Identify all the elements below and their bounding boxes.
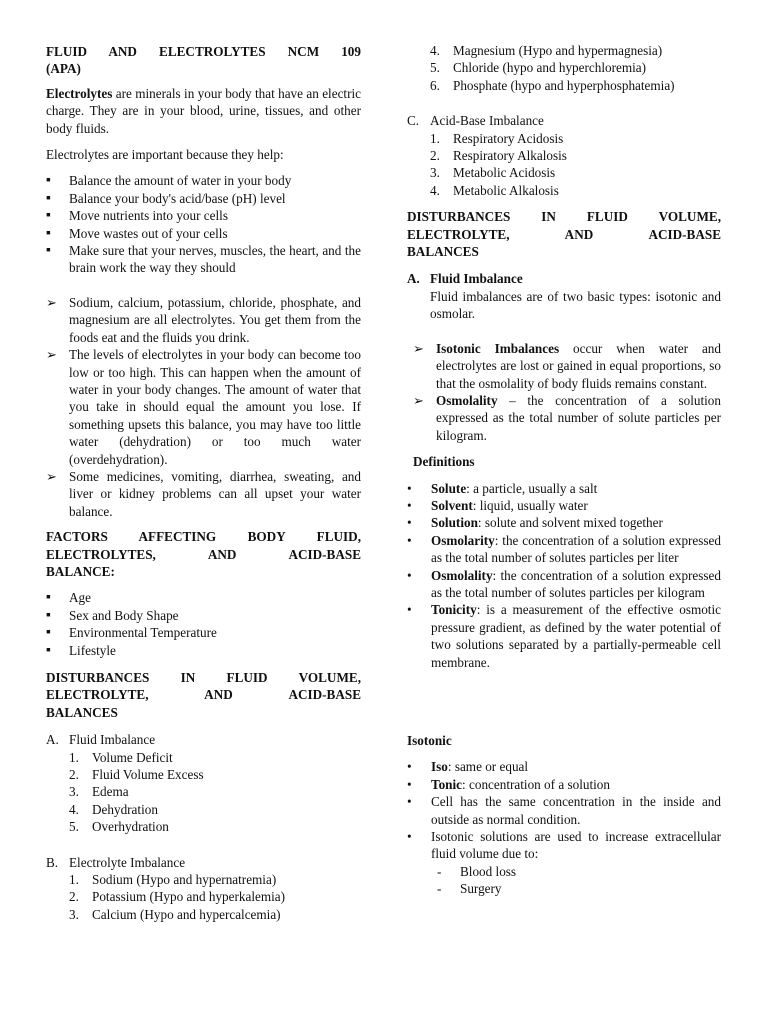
list-item: 3. Edema <box>69 784 129 800</box>
list-item: 4. Magnesium (Hypo and hypermagnesia) <box>430 43 663 58</box>
section-a-title: A. Fluid Imbalance <box>46 732 156 748</box>
dot-bullet-icon: • <box>407 829 412 845</box>
arrow-bullet-icon: ➢ <box>413 340 425 356</box>
list-item: 1. Respiratory Acidosis <box>430 130 564 146</box>
arrow-list <box>46 294 361 520</box>
electrolytes-term: Electrolytes <box>46 85 113 101</box>
imbalance-arrow-list <box>407 340 721 444</box>
list-item: - Surgery <box>437 881 502 897</box>
fluid-imbalance-text: Fluid imbalances are of two basic types: isotonic and osmolar. <box>430 288 721 322</box>
left-column <box>46 40 361 923</box>
list-item: ▪ Move wastes out of your cells <box>46 225 361 242</box>
help-list <box>46 172 361 276</box>
list-item: 2. Potassium (Hypo and hyperkalemia) <box>69 889 286 905</box>
factors-list <box>46 589 361 659</box>
list-item: 2. Fluid Volume Excess <box>69 767 204 783</box>
title-line-2: (APA) <box>46 61 81 77</box>
list-item: ▪ Balance your body's acid/base (pH) level <box>46 190 361 207</box>
list-item: • Tonicity: is a measurement of the effective osmotic pressure gradient, as defined by the water potential of two solutions separated by a partially-permeable cell membrane. <box>407 602 721 670</box>
section-b-title: B. Electrolyte Imbalance <box>46 854 186 870</box>
list-item: - Blood loss <box>437 863 517 879</box>
list-item: 6. Phosphate (hypo and hyperphosphatemia) <box>430 77 675 93</box>
fluid-imbalance-title: A. Fluid Imbalance <box>407 271 523 287</box>
list-item: ➢ The levels of electrolytes in your body can become too low or too high. This can happen when the amount of water in your body changes. The amount of water that you take in should equal the amount you lose. If something upsets this balance, you may have too little water (dehydration) or too much water (overdehydration). <box>46 347 361 467</box>
dot-bullet-icon: • <box>407 497 412 513</box>
dot-bullet-icon: • <box>407 532 412 548</box>
right-column <box>407 40 721 898</box>
list-item: ▪ Move nutrients into your cells <box>46 207 361 224</box>
list-item: ➢ Some medicines, vomiting, diarrhea, sweating, and liver or kidney problems can all upset your water balance. <box>46 468 361 519</box>
list-item: 5. Overhydration <box>69 819 169 835</box>
list-item: 3. Metabolic Acidosis <box>430 165 556 181</box>
definitions-heading: Definitions <box>413 454 475 470</box>
section-c-list <box>407 130 721 200</box>
list-item: 2. Respiratory Alkalosis <box>430 148 567 164</box>
list-item: • Tonic: concentration of a solution <box>407 776 610 792</box>
list-item: • Iso: same or equal <box>407 759 529 775</box>
list-item: • Osmolarity: the concentration of a solution expressed as the total number of solutes particles per liter <box>407 532 721 566</box>
arrow-bullet-icon: ➢ <box>46 294 58 310</box>
dot-bullet-icon: • <box>407 794 412 810</box>
list-item: ▪ Balance the amount of water in your body <box>46 172 361 189</box>
dot-bullet-icon: • <box>407 776 412 792</box>
title-line-1: FLUID AND ELECTROLYTES NCM 109 <box>46 44 361 59</box>
list-item: ➢ Osmolality – the concentration of a solution expressed as the total number of solute particles per kilogram. <box>413 392 721 443</box>
list-item: • Osmolality: the concentration of a solution expressed as the total number of solutes particles per kilogram <box>407 567 721 600</box>
list-item: ➢ Isotonic Imbalances occur when water and electrolytes are lost or gained in equal proportions, so that the osmolality of body fluids remains constant. <box>413 340 721 391</box>
document-title <box>46 43 361 78</box>
section-b-list-continued <box>407 42 721 94</box>
dot-bullet-icon: • <box>407 759 412 775</box>
dot-bullet-icon: • <box>407 602 412 618</box>
electrolytes-intro <box>46 85 361 137</box>
dot-bullet-icon: • <box>407 515 412 531</box>
list-item: • Solvent: liquid, usually water <box>407 497 588 513</box>
arrow-bullet-icon: ➢ <box>46 347 58 363</box>
isotonic-uses-list <box>407 863 721 898</box>
definitions-list <box>407 480 721 671</box>
list-item: • Isotonic solutions are used to increase extracellular fluid volume due to: <box>407 829 721 862</box>
dot-bullet-icon: • <box>407 567 412 583</box>
list-item: ▪ Lifestyle <box>46 642 361 659</box>
list-item: 5. Chloride (hypo and hyperchloremia) <box>430 60 646 76</box>
list-item: 3. Calcium (Hypo and hypercalcemia) <box>69 906 281 922</box>
arrow-bullet-icon: ➢ <box>46 468 58 484</box>
dash-bullet-icon: - <box>437 863 442 879</box>
isotonic-list <box>407 758 721 862</box>
list-item: • Solute: a particle, usually a salt <box>407 480 598 496</box>
list-item: 1. Sodium (Hypo and hypernatremia) <box>69 872 277 888</box>
electrolytes-definition: are minerals in your body that have an electric charge. They are in your blood, urine, tissues, and other body fluids. <box>46 85 361 136</box>
list-item: ▪ Make sure that your nerves, muscles, the heart, and the brain work the way they should <box>46 242 361 277</box>
disturbances-heading-right: DISTURBANCES IN FLUID VOLUME, ELECTROLYTE, AND ACID-BASE BALANCES <box>407 209 721 260</box>
list-item: • Cell has the same concentration in the inside and outside as normal condition. <box>407 794 721 827</box>
list-item: • Solution: solute and solvent mixed together <box>407 515 663 531</box>
list-item: ▪ Sex and Body Shape <box>46 607 361 624</box>
isotonic-heading: Isotonic <box>407 733 452 748</box>
dot-bullet-icon: • <box>407 480 412 496</box>
section-b-list <box>46 871 361 923</box>
list-item: 1. Volume Deficit <box>69 749 173 765</box>
list-item: 4. Dehydration <box>69 801 158 817</box>
list-item: ▪ Age <box>46 589 361 606</box>
list-item: 4. Metabolic Alkalosis <box>430 182 559 198</box>
factors-heading: FACTORS AFFECTING BODY FLUID, ELECTROLYTES, AND ACID-BASE BALANCE: <box>46 529 361 579</box>
disturbances-heading: DISTURBANCES IN FLUID VOLUME, ELECTROLYTE, AND ACID-BASE BALANCES <box>46 670 361 720</box>
importance-lead: Electrolytes are important because they help: <box>46 147 284 163</box>
arrow-bullet-icon: ➢ <box>413 392 425 408</box>
section-a-list <box>46 749 361 836</box>
list-item: ▪ Environmental Temperature <box>46 624 361 641</box>
dash-bullet-icon: - <box>437 881 442 897</box>
section-c-title: C. Acid-Base Imbalance <box>407 113 544 129</box>
list-item: ➢ Sodium, calcium, potassium, chloride, phosphate, and magnesium are all electrolytes. You get them from the foods eat and the fluids you drink. <box>46 294 361 345</box>
